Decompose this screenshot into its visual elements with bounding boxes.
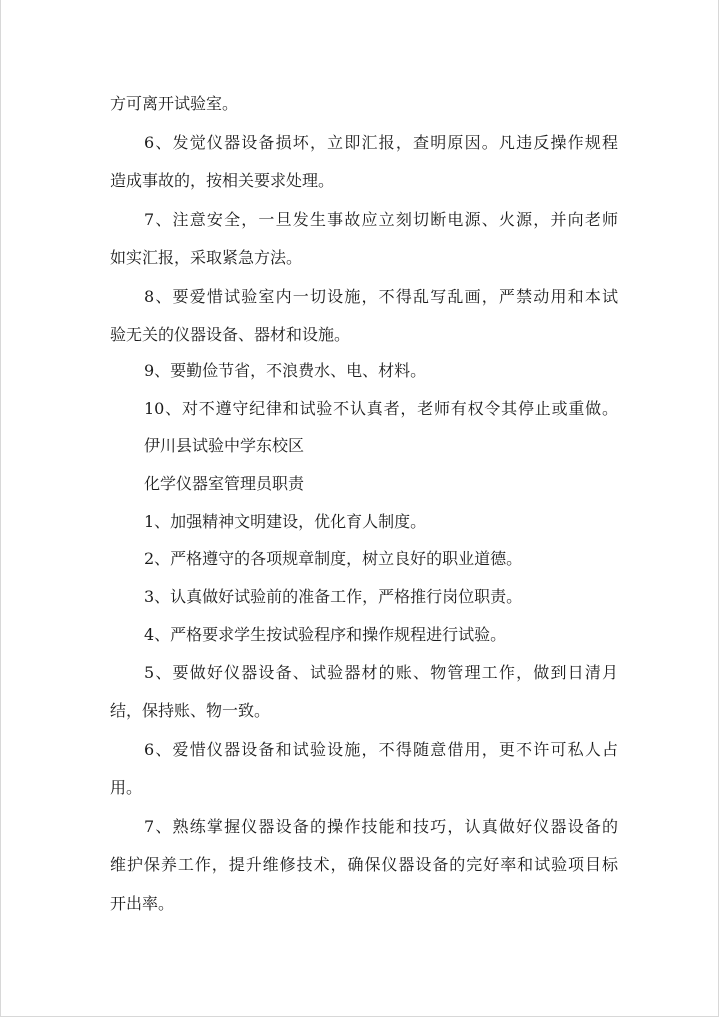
text-line: 伊川县试验中学东校区 [144, 436, 305, 455]
text-line: 2、严格遵守的各项规章制度，树立良好的职业道德。 [144, 549, 523, 568]
text-line: 8、要爱惜试验室内一切设施，不得乱写乱画，严禁动用和本试 [144, 287, 618, 306]
text-line: 1、加强精神文明建设，优化育人制度。 [144, 512, 427, 531]
text-line: 10、对不遵守纪律和试验不认真者，老师有权令其停止或重做。 [144, 399, 618, 418]
text-line: 化学仪器室管理员职责 [144, 474, 305, 493]
text-line: 验无关的仪器设备、器材和设施。 [110, 325, 351, 344]
text-line: 开出率。 [110, 894, 175, 913]
text-line: 造成事故的，按相关要求处理。 [110, 171, 335, 190]
text-line: 3、认真做好试验前的准备工作，严格推行岗位职责。 [144, 587, 523, 606]
text-line: 9、要勤俭节省，不浪费水、电、材料。 [144, 361, 427, 380]
text-line: 7、注意安全，一旦发生事故应立刻切断电源、火源，并向老师 [144, 210, 618, 229]
text-line: 6、发觉仪器设备损坏，立即汇报，查明原因。凡违反操作规程 [144, 133, 618, 152]
text-line: 维护保养工作，提升维修技术，确保仪器设备的完好率和试验项目标 [110, 855, 618, 874]
text-line: 7、熟练掌握仪器设备的操作技能和技巧，认真做好仪器设备的 [144, 817, 618, 836]
text-line: 5、要做好仪器设备、试验器材的账、物管理工作，做到日清月 [144, 663, 618, 682]
text-line: 6、爱惜仪器设备和试验设施，不得随意借用，更不许可私人占 [144, 740, 618, 759]
text-line: 结，保持账、物一致。 [110, 701, 271, 720]
text-line: 如实汇报，采取紧急方法。 [110, 248, 303, 267]
text-line: 用。 [110, 778, 143, 797]
text-line: 方可离开试验室。 [110, 94, 239, 113]
text-line: 4、严格要求学生按试验程序和操作规程进行试验。 [144, 625, 507, 644]
